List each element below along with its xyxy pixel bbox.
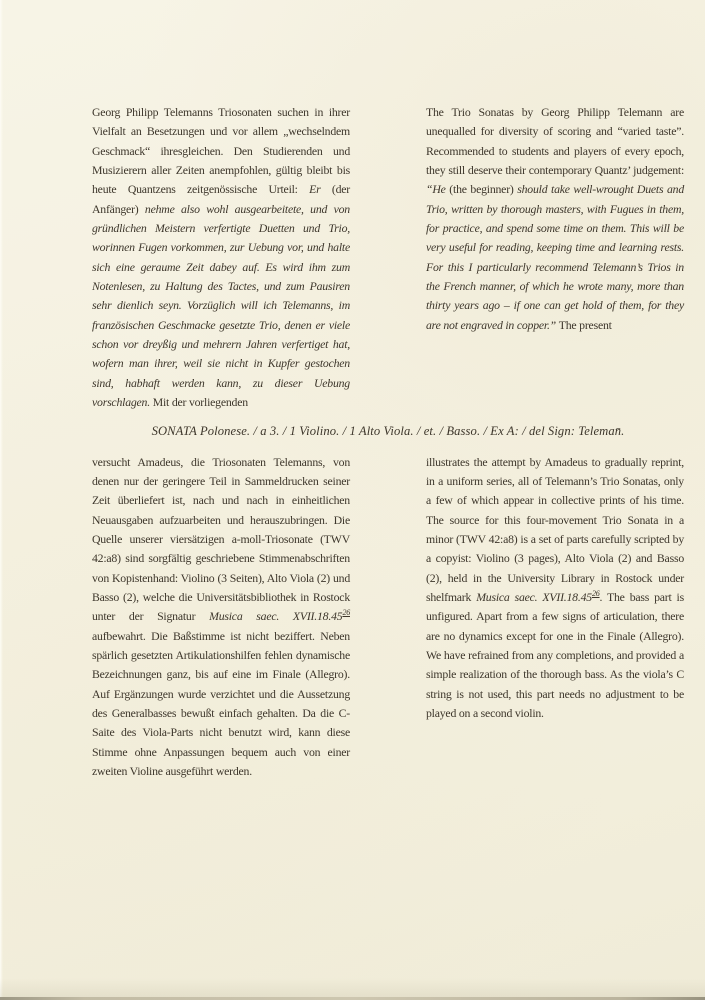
text-segment: 26	[591, 588, 600, 598]
text-segment: versucht Amadeus, die Triosonaten Telemanns, von denen nur der geringere Teil in Sammeldrucken seiner Zeit überliefert ist, nach und nach in einheitlichen Neuausgaben aufzuarbeiten und herauszubringen. Die Quelle unserer viersätzigen a-moll-Triosonate (TWV 42:a8) sind sorgfältig geschriebene Stimmenabschriften von Kopistenhand: Violino (3 Seiten), Alto Viola (2) und Basso (2), welche die Universitätsbibliothek in Rostock unter der Signatur	[92, 454, 350, 624]
text-segment: The present	[558, 317, 612, 332]
text-segment: illustrates the attempt by Amadeus to gradually reprint, in a uniform series, all of Telemann’s Trio Sonatas, only a few of which appear in collective prints of his time. The source for this four-movement Trio Sonata in a minor (TWV 42:a8) is a set of parts carefully scripted by a copyist: Violino (3 pages), Alto Viola (2) and Basso (2), held in the University Library in Rostock under shelfmark	[426, 454, 684, 604]
intro-paragraph-german	[92, 103, 350, 413]
sonata-source-title-line	[92, 422, 684, 441]
page-bottom-shadow	[0, 978, 705, 1000]
intro-paragraph-english	[426, 103, 684, 413]
text-segment: “He	[426, 182, 450, 197]
text-segment: nehme also wohl ausgearbeitete, und von gründlichen Meistern verfertigte Duetten und Trio, worinnen Fugen vorkommen, zur Uebung vor, und halte sich eine geraume Zeit dabey auf. Es wird ihm zum Notenlesen, zu Haltung des Tactes, und zum Pausiren sehr dienlich seyn. Vorzüglich will ich Telemanns, im französischen Geschmacke gesetzte Trio, denen er viele schon vor dreyßig und mehrern Jahren verfertiget hat, wofern man ihrer, weil sie nicht in Kupfer gestochen sind, habhaft werden kann, zu dieser Uebung vorschlagen.	[92, 201, 350, 410]
text-segment: should take well-wrought Duets and Trio, written by thorough masters, with Fugues in them, for practice, and spend some time on them. This will be very useful for reading, keeping time and learning rests. For this I particularly recommend Telemann’s Trios in the French manner, of which he wrote many, more than thirty years ago – if one can get hold of them, for they are not engraved in copper.”	[426, 182, 684, 332]
text-segment: 26	[342, 608, 350, 618]
text-segment: (the beginner)	[449, 182, 518, 197]
text-segment: (der Anfänger)	[92, 182, 350, 216]
text-segment: SONATA Polonese. / a 3. / 1 Violino. / 1 Alto Viola. / et. / Basso. / Ex A: / del Sign: Teleman̄.	[151, 423, 625, 438]
text-segment: Musica saec. XVII.18.45	[209, 609, 343, 624]
text-segment: The Trio Sonatas by Georg Philipp Telemann are unequalled for diversity of scoring and “varied taste”. Recommended to students and players of every epoch, they still deserve their contemporary Quantz’ judgement:	[426, 105, 684, 178]
text-segment: aufbewahrt. Die Baßstimme ist nicht beziffert. Neben spärlich gesetzten Artikulationshilfen fehlen dynamische Bezeichnungen ganz, bis auf eine im Finale (Allegro). Auf Ergänzungen wurde verzichtet und die Aussetzung des Generalbasses bewußt einfach gehalten. Da die C-Saite des Viola-Parts nicht benutzt wird, kann diese Stimme ohne Anpassungen bequem auch von einer zweiten Violine ausgeführt werden.	[92, 628, 350, 778]
text-segment: Mit der vorliegenden	[152, 395, 248, 410]
intro-columns	[92, 103, 684, 413]
text-segment: Georg Philipp Telemanns Triosonaten suchen in ihrer Vielfalt an Besetzungen und vor allem „wechselndem Geschmack“ ihresgleichen. Den Studierenden und Musizierern aller Zeiten anempfohlen, gültig bleibt bis heute Quantzens zeitgenössische Urteil:	[92, 105, 350, 197]
text-segment: Musica saec. XVII.18.45	[476, 589, 592, 604]
body-paragraph-english	[426, 453, 684, 782]
text-segment: Er	[309, 182, 332, 197]
body-columns	[92, 453, 684, 782]
text-segment: . The bass part is unfigured. Apart from a few signs of articulation, there are no dynamics except for one in the Finale (Allegro). We have refrained from any completions, and provided a simple realization of the thorough bass. As the viola’s C string is not used, this part needs no adjustment to be played on a second violin.	[426, 589, 684, 720]
body-paragraph-german	[92, 453, 350, 782]
